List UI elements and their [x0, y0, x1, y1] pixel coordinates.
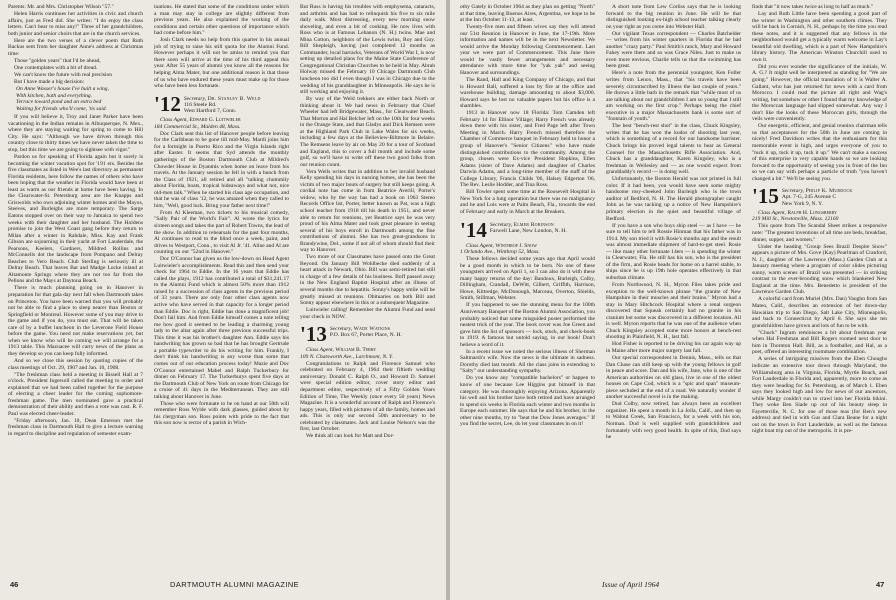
paragraph: Here's a note from the perennial youngster, Ken Fuller writes from Lenox, Mass., that "his travels have been severely circumscribed by illness the last couple of years." He throws a little barb in the remark that "while most of us are talking about our grandchildren I am so young that I still am working on the first crop." Perhaps being the chief executive in a major Massachusetts bank is some sort of "fountain of youth." — [606, 70, 741, 123]
class-agent — [300, 347, 435, 360]
secretary-name: Elmer Robinson — [513, 221, 554, 228]
class-header — [752, 186, 887, 207]
poem-line: With kitchen, bath and everything. — [16, 92, 93, 99]
secretary-label: Secretary, — [781, 188, 805, 195]
secretary-label: Secretary, — [329, 326, 353, 333]
paragraph: This quote from The Scandal Sheet strikes a responsive note: "The greatest inventions of all time are beds, breakfast, dinner, supper, and women." — [752, 223, 887, 243]
paragraph: Bill Towler spent some time at the Roosevelt Hospital in New York for a lung operation but there was no malignancy and he and Lois were at Palm Beach, Fla., towards the end of February and early in March at the Breakers. — [460, 189, 595, 215]
secretary-name: Dr. Stanley B. Weld — [207, 95, 261, 102]
paragraph: "The freshman class held a meeting in Bissell Hall at 7 o'clock. President Ingersoll called the meeting to order and explained that we had been called together for the purpose of electing a cheer leader for the coming sophomore-freshman game. The men nominated gave a practical demonstration of their ability and then a vote was cast. R. F. Paul was elected cheer-leader. — [8, 371, 143, 417]
right-column-3 — [752, 4, 887, 572]
paragraph: By way of the Weld trekkers are either back North or thinking about it. We had news in February that Chief Wheeler had left Bridgewater, Mass., for Clearwater Beach. That Morton and Hal Belcher left on the 10th for four weeks in the Orange State, and that Gladys and Dick Remsen were at the Highland Park Club in Lake Wales for six weeks, including a few days at the Belleview-Biltmore in Belaire. The Remsens leave by air on May 20 for a tour of Scotland and England, this to cover a full month and include some golf, so we'll have to write off these two good folks from our reunion count. — [300, 96, 435, 168]
agent-address: 109 N. Chatsworth Ave., Larchmont, N. Y. — [300, 353, 393, 360]
paragraph: A colorful card from Muriel (Mrs. Dan) Vaughn from San Mateo, Calif., describes an extension of her down-day Hawaiian trip to San Diego, Salt Lake City, Minneapolis, and back to Connecticut by April 8. She says she ten grandchildren have grown and lots of fun to be with. — [752, 296, 887, 329]
class-secretary — [782, 186, 853, 207]
agent-label: Class Agent, — [466, 242, 494, 249]
agent-label: Class Agent, — [758, 209, 786, 216]
paragraph: Our energetic, efficient, and genial reunion chairman tells us that acceptances for the 50th in June are coming in nicely! Fred Davidson writes that the enthusiasm for this memorable event is high, and urges everyone of you to "tuck it up, tuck it up, tuck it up." We can't make a success of this enterprise in very capable hands so we are looking forward to the opportunity of seeing you in front of the Inn so we can say with perhaps a particle of truth "you haven't changed a bit." We'll be seeing you. — [752, 123, 887, 182]
paragraph: "Chuck" Ingram reminisces a bit about freshman year when Hal Freshman and Bill Rogers roomed next door to him in Thornton Hall. Bill, as a footballer, and Hal, as a poet, offered an interesting roommate combination. — [752, 329, 887, 356]
paragraph: The best "bench-rest shot" in the class, Chuck Kingsley, writes that he has won the kudos of shooting last year, which is something of a record for our handsome barrister. Chuck brings his proved legal talents to bear as General Counsel for the Massachusetts Rifle Association. And, Chuck has a granddaughter, Karen Kingsley, who is a freshman in Wellesley and — as one would expect from granddaddy's record — is doing well. — [606, 123, 741, 176]
secretary-address: New York 9, N. Y. — [781, 200, 823, 207]
paragraph: These fellows decided some years ago that April would be a good month in which to be born. No one of these youngsters arrived on April 1, so I can also do it with these many happy returns of the day: Bandoux, Burleigh, Colby, Dillingham, Crandall, DeWitt, Gilbert, Griffith, Harrison, Howe, Kittredge, McDonough, Marceau, Overton, Shields, Smith, Stillman, Webster. — [460, 256, 595, 302]
class-year: '15 — [752, 184, 779, 209]
agent-name: William B. Terry — [335, 347, 377, 354]
agent-address: 184 Commercial St., Malden 48, Mass. — [154, 123, 241, 130]
paragraph: Two more of our Classmates have passed onto the Great Beyond. On January Bill Wohlbecke died suddenly of a heart attack in Newark, Ohio. Bill was semi-retired but still in charge of a few details of his business. Boff passed away in the New England Baptist Hospital after an illness of several months due to hepatitis. Sonny's happy smile will be greatly missed at reunions. Obituaries on both Bill and Sonny appear elsewhere in this or a subsequent Magazine. — [300, 254, 435, 307]
paragraph: othy Gately in October 1964 as they plan on getting "North" at that time, leaving Buenos Aires, Argentina, we hope to be at the Inn October 11-13, at least. — [460, 4, 595, 24]
left-page — [0, 0, 446, 600]
right-column-1 — [460, 4, 595, 572]
paragraph: Josh Clark needs no help from this quarter in his annual job of trying to raise his still quota for the Alumni Fund. However perhaps it will not be amiss to remind you that there soon will arrive at the time of his third appeal this year. After 55 years of alumni you know all the reasons for helping Alma Mater, but one additional reason is that those of us who have endured these years must make up for those who have been less fortunate. — [154, 37, 289, 90]
class-agent — [752, 210, 887, 223]
paragraph: If you will believe it, Troy and Janet Parker have been vacationing in the Indian remains in Albuquerque, N. Mex., where they are staying waiting for spring to come to Hill City. He says: "Although we have driven through this country close to thirty times we have never taken the time to stop, but this time we are going to sightsee with vigor." — [8, 114, 143, 153]
paragraph: Vera Wells writes that in addition to her invalid husband Kelly spending his days in nursing homes, she has been the victim of two major bouts of surgery but still keeps going. A cordial note has come in from Beatrice Averill, Porter's widow, who by the way has had a book on 1963 Stereo Records Office list, Porter, better known as Pat, was a high school teacher from 1918 till his death in 1951, and never able to return for reunions, yet Beatrice says he was very proud of his Alma Mater and took great pleasure in seeing several of his boys enroll in Dartmouth among the fine contributions of alumni. She has two great-grandsons in Brandywine, Del., some if not all of whom should find their way to Hanover. — [300, 168, 435, 254]
class-year: '14 — [460, 217, 487, 242]
right-page — [450, 0, 896, 600]
secretary-label: Secretary, — [183, 95, 207, 102]
poem-line: Terrace toward pond and an extra bed — [16, 99, 102, 106]
secretary-address: Farwell Lane, New London, N. H. — [489, 227, 567, 234]
right-column-2 — [606, 4, 741, 572]
poem-line: Waiting for friends who'll come, 'tis said. — [16, 105, 107, 112]
paragraph: A short note from Lew Corliss says that he is looking forward to the big reunion in June. He will be that distinguished looking ex-high school teacher talking clearly on your right as you come into Webster Hall. — [606, 4, 741, 30]
paragraph: Hod Fisher is reported to be driving his car again way up in Maine after more major surgery last fall. — [606, 341, 741, 354]
agent-name: Ralph H. Longsberry — [787, 209, 838, 216]
paragraph: Do you know any "compatible bachelors" or happen to know of one because Lee Higgins put himself in that category. He was thoroughly enjoying Arizona. Apparently his well and his brother have both retired and have arranged to spend six weeks in Florida each winter and two months in Europe each summer. He says that he and his brother, in the other nine months, try to "beat the Dow Jones averages." If you find the secret, Lee, do let your classmates in on it! — [460, 375, 595, 428]
paragraph: From Al Kleeman, two tickets to his musical comedy, "Sally Pair of the World's Fair". Al wrote the lyrics for sixteen songs and takes the part of Robert Towns, the lead of the show. In addition to rehearsals for the past four months, Al continues to read to the blind once a week, paint, and drives to Westport, Conn., to visit Al Jr. '41. Aline and Al are counting on our "52nd in Hanover." — [154, 209, 289, 256]
paragraph: Helen Harris continues her activities in civic and church affairs, just as Fred did. She writes: "I do enjoy the class letters. Can't bear to miss any!" Three of her grandchildren, both junior and senior choirs that are in the church services. — [8, 11, 143, 37]
paragraph: Doc Clark sent this list of Hanover people before leaving for the Caribbean to be gone till mid-May. Mardi joins him for a fortnight in Puerto Rico and the Virgin Islands right after Easter. It seems that Syd attends the monthly gatherings of the Boston Dartmouth Club at Mildred's Chowder House in Dyanmis when home on leave from his travels. At the January session he fell in with a bunch from the Class of 1921, all retired and all "talking chummily about Florida, boats, tropical hideaways and what not, nice old-men talk." When he started his class age occupation, and that he was of class '12, he was amazed when they called to him, "Well, good luck. Bring your father next time!" — [154, 130, 289, 209]
paragraph: finds that "it now takes twice as long to half as much." — [752, 4, 873, 10]
paragraph: Congratulations to Ralph and Florence Samuel who celebrated on February 4, 1964 their fiftieth wedding anniversary. Donald C. Ralph O., and Howard D. Samuel were special edition editor, cover story editor and department editor, respectively of a Fifty Golden Years Edition of Time, The Weekly (once every 50 years) News Magazine. It is a wonderful account of Ralph and Florence's happy years, filled with pictures of all the family, homes and ads. This is only our second 50th anniversary to be celebrated by classmates. Jack and Louise Nelson's was the first, last October. — [300, 360, 435, 433]
paragraph: One contemplates with a bit of dread. — [14, 64, 98, 71]
paragraph: Pardon us for speaking of Florida again but it surely is becoming the winter vacation spot for '191 ers. Besides the five classmates as listed in Wee's last directory as permanent Florida residents, here follow the names of others who have been hoping that the weather in Florida would have been at least as warm as our friends at home have been having. In the Clearwater-St. Petersburg area are the Knapps and Griswolds who own adjoining winter homes and the Mayos, Steeves, and Burleighs are more temporary. The Sarge Eatons stopped over on their way to Jamaica to spend two weeks with their daughter and her husband. The Holdens promise to join the West Coast gang before they return to Milan after a winter in Rahdale, Miss. Kay and Frank Gibson are sojourning in their yacht at Fort Lauderdale, the Pearsons, Keelers, Gardners, Mildred Rollins and McConnells dot the landscape from Pompano and Delray Beaches to Vero Beach. Club Sterling is seriously ill at Delray Beach. That leaves Bar and Madge Locke inland at Altamonte Springs where they are not too far from the Pellons and the Mays at Daytona Beach. — [8, 154, 143, 285]
page-number-left: 46 — [10, 580, 19, 589]
agent-label: Class Agent, — [160, 117, 188, 124]
paragraph: We think all can look for Matt and Dor- — [306, 433, 395, 440]
class-secretary — [490, 220, 567, 234]
class-secretary — [330, 324, 402, 338]
paragraph: "Friday afternoon, Jan. 10, Dean Emerson met the freshman class in Dartmouth Hall to give a lecture warning in regard to discipline and regulation of semester exam- — [8, 417, 143, 437]
paragraph: Dud Colby, now retired, has always been an excellent organizer. He spent a month in La Jolla, Calif., and then up to Walnut Creek, San Francisco, for a week with his son, Norman. Dud is well supplied with grandchildren and fortunately with very good health. In spite of this, Dud says he — [606, 401, 741, 441]
paragraph: A series of intriguing missives from the Eben Choughs indicate an extensive tour down through Maryland, the Williamsburg area in Virginia, Florida, Myrtle Beach, and Fort Lauderdale in Florida and, apparently, more to come as they were heading for St. Petersburg, as of March 1. Eben says they looked high and low for news of our ancestors, while Margy couldn't run to crawl into her Florida bikini. They woke Ben Slade up out of his beauty sleep in Fayetteville, N. C. for one of those teas (for Ben's new address) and tied in with Gus and Clara Beane for a night out on the town in Fort Lauderdale, as well as the famous night boat trip out of the metropolis. It is pre- — [752, 356, 887, 435]
class-year: '13 — [300, 322, 327, 347]
paragraph: And so we close this session by quoting copies of the class meetings of Oct. 29, 1907 and Jan. 10, 1908. — [8, 357, 143, 371]
agent-label: Class Agent, — [306, 347, 334, 354]
paragraph: From Northwood, N. H., Myron Files takes pride and exception to the well-known phrase "the granite of New Hampshire in their muscles and their brains." Myron had a stay in Mary Hitchcock Hospital where a renal surgeon discovered that Squeak certainly had no granite in his cranium but some was discovered in a different location. All is well. Myron reports that he was one of the audience when Chuck Kingsley accepted some more honors at bench-rest shooting in Plainfield, N. H., last fall. — [606, 281, 741, 341]
poem — [16, 86, 143, 112]
class-header — [300, 322, 435, 347]
poem-line: On Anne Wasser's house I've built a wing, — [16, 86, 109, 93]
paragraph: Our vigilant Texas correspondent — Charles Batchelder — writes from his winter quarters in Florida that he had another "crazy party." Paul Smith's ranch, Mary and Howard Fahey were there and so was Grace Niles. Just to make us even more envious, Charlie tells us that the swimming has been great. — [606, 30, 741, 70]
paragraph: 1913 in Hanover now 18 Florida: Tom Camden left February 14 for Ellinor Village; Harry French was already down there with his sister, and Fred Page left after Town Meeting in March. Harry French missed therefore the Chamber of Commerce banquet in February held to honor a group of Hanover's "Senior Citizens" who have made distinguished contributions to the community. Among the group, chosen were Ex-vice President Hopkins, Ellen Adams (sister of Dave Adams) and daughter of Charles Darwin Adams, and a long-time member of the staff of the College Library, Francis Childs '06, Halsey Edgerton '06, The Rev. Leslie Hodder, and Tina Ross. — [460, 110, 595, 189]
paragraph: The Rand, Hall and King Company of Chicago, and that is Howard Ball, suffered a loss by fire at the office and warehouse building, damage amounting to about $3,000. Howard says he lost no valuable papers but his office is a shambles. — [460, 77, 595, 110]
paragraph: Luitwieler calling! Remember the Alumni Fund and send your check in NOW. — [300, 307, 435, 320]
paragraph: If you happened to see the stunning menu for the 100th Anniversary Banquet of the Boston Alumni Association, you probably noticed that some misguided poster performed the neatest trick of the year. The book cover was Joe Green and gave him the list of sponsors — lock, stock, and check-book to 1919. A famous but untold saying, in our book! Don't believe a word of it. — [460, 302, 595, 348]
page-number-right: 47 — [876, 580, 885, 589]
paragraph: Those who were fortunate to be on hand at our 50th will remember Ross Wylde with dark glasses, guided about by his clergyman son. Ross points with pride to the fact that this son now is rector of a parish in Wich- — [154, 400, 289, 427]
issue-date: Issue of April 1964 — [602, 580, 660, 589]
paragraph: Lay and Ruth Little have been spending a good part of the winter in Washington and other southern climes. They will be back in Cornish, N. H., perhaps by the time you read these notes, and it is suggested that any fellows in the neighborhood would get a typically warm welcome in Lay's beautiful old dwelling, which is a part of New Hampshire's library history. The American Winston Churchill used to own it. — [752, 11, 887, 63]
agent-address: 219 Mill St., Newtonville, Mass. 12160 — [752, 216, 839, 223]
agent-name: Winthrop J. Snow — [495, 242, 537, 249]
class-agent — [154, 117, 289, 130]
class-secretary — [184, 94, 261, 115]
class-header — [154, 91, 289, 116]
paragraph: If you have a son who buys ship steel — as I have — be sure to tell him to tell Rossie Hinman that his father was in 1914. My son tried it with Rosie's months ago and the result was almost immediate shipment of hard-to-get steel. Rosie — like many other fortunate 14ers — is spending the winter in Clearwater, Fla. He still has his son, who is the president of the firm, and Rosie heads for home on a barrel stable, to ships since he is up 19th hole operates effectively in that suburban climate. — [606, 222, 741, 281]
paragraph: There is much planning going on in Hanover in preparation for that gala day next fall when Dartmouth takes on Princeton. You have been warned that you will probably not be able to find a place to sleep nearer than Boston or Springfield or Montreal. However some of you may drive to the game and if you do, you must eat. That will be taken care of by a buffet luncheon in the Leverone Field House before the game. You need not make reservations yet, but when we know who will be coming we will arrange for a 1913 table. This Mazuacee will carry news of the plans as they develop so you can keep fully informed. — [8, 285, 143, 357]
paragraph: Our special correspondent in Dennis, Mass., tells us that Dan Chase can still keep up with the young fellows in golf in peace and score. Dan and his wife, Jane, who is one of the American authorities on old glass, live in one of the oldest houses on Cape Cod, which is a "spic and span" museum-piece secluded at the end of a road. We naturally wonder if another successful novel is in the making. — [606, 354, 741, 401]
paragraph: Parents: Mr. and Mrs. Christopher Wilson "57." — [8, 4, 114, 10]
class-agent — [460, 243, 595, 256]
paragraph: In a recent issue we noted the serious illness of Sherman Saltmarsh's wife. Now the news is the ultimate in sadness. Dorothy died last month. All the class joins in extending to "Salty" our understanding sympathy. — [460, 348, 595, 375]
paragraph: Twenty-five men and fifteen wives say they will attend our 51st Reunion in Hanover in June, the 17-19th. More information and names will be in the next Newsletter. We would arrive the Monday following Commencement. Last year we were part of Commencement. This June there would be vastly fewer arrangements and necessary attendance with more time for "yak yak" and seeing Hanover and surroundings. — [460, 24, 595, 76]
paragraph: We can't know the future with real precision — [14, 71, 113, 78]
secretary-address: West Hartford 7, Conn. — [183, 108, 237, 115]
paragraph: Here are the two verses of a clever poem that Ruth Backus sent from her daughter Anne's address at Christmas time: — [8, 37, 143, 57]
paragraph: Those "golden years" that I'd be ahead, — [14, 57, 101, 64]
paragraph: Unfortunately, the Boston Herald was not printed in full color. If it had been, you would have seen some mighty handsome rosy-cheeked John Burleigh who is the town auditor of Bedford, N. H. The Herald photographer caught John as he was tacking up a notice of New Hampshire's primary election in the quiet and beautiful village of Bedford. — [606, 176, 741, 222]
class-header — [460, 217, 595, 242]
left-column-2 — [154, 4, 289, 572]
secretary-name: Philip K. Murdock — [805, 188, 853, 195]
left-column-1 — [8, 4, 143, 572]
paragraph: Doc O'Connor has given us the low-down on Head Agent Luitwieler's accomplishments. Read this and then send your check for 1964 to Eddie. In the 16 years that Eddie has called the plays, 1912 has contributed a total of $31,241.17 to the Alumni Fund which is almost 50% more than 1912 raised by a succession of class agents in the previous period of 33 years. There are only four other class agents now active who have served in that capacity for a longer period than Eddie. Doc is right, Eddie has done a magnificent job! Don't fail him. And from Eddie himself comes a note telling me how good it seemed to be leading a charming young lady to the altar again after three previous successful trips. This time it was his brother's daughter Ann. Eddie says his handwriting has grown so bad that he has brought Gertrude a portable typewriter to do his writing for him. Frankly, I don't think his handwriting is any worse than some that comes out of our education process today! Mazie and Doc O'Connor entertained Mabel and Ralph Tuckerbury for dinner on February 17. The Tuckerburys spent five days at the Dartmouth Club of New York on route from Chicago for a cruise of 41 days in the Mediterranean. They are still talking about Hanover in June. — [154, 256, 289, 400]
secretary-label: Secretary, — [489, 221, 513, 228]
paragraph: But Russ is having his troubles with emphysema, cataracts, and arthritis and has had to relinquish his five to six mile daily walk. Most distressing, every new morning snow shoveling, and even a bit of cooking. He now lives with Ross who is at Famous Lebanon (N. H.) twins. Mae and Mina Cotton, neighbors of the Lewis twins, Roy and Guy. Bill Shepleigh, having just completed 12 months as Commander, local barracks, Veterans of World War I, is now setting up detailed plans for the Maine State Conference of Congregational Christian Churches to be held in May. Abrah Holway missed the February 10 Chicago Dartmouth Club luncheon too did I even though I was in Chicago due to the wedding of his granddaughter in Minneapolis. He says he is still working and enjoying it. — [300, 4, 435, 96]
paragraph: But I have made a big decision: — [14, 79, 85, 86]
masthead: DARTMOUTH ALUMNI MAGAZINE — [170, 580, 300, 589]
left-column-3 — [300, 4, 435, 572]
secretary-address: 116 Steele Rd. — [183, 101, 217, 108]
secretary-address: Apt. 7-G, 245 Avenue C — [781, 194, 837, 201]
agent-name: Edward G. Luitwieler — [189, 117, 241, 124]
secretary-address: P.O. Box 67, Porter Place, N. H. — [329, 332, 402, 339]
paragraph: Did you ever wonder the significance of the initials, W. A. G.? It might well be interpreted as standing for "We are going." However, the official translation of it is Walter A. Gallant, who has just returned for news with a card from Morocco. I could read the picture all right and Wag's writing, but somehow or other I found that my knowledge of the Moroccan language had slipped somewhat. Any way I don't like the looks of these Moroccan girls, through the veils were conveniently. — [752, 63, 887, 123]
secretary-name: Wade Watkins — [353, 326, 391, 333]
class-year: '12 — [154, 91, 181, 116]
agent-address: 1 Orlando Ave., Winthrop 52, Mass. — [460, 249, 540, 256]
paragraph: Under the heading "Group Sees Brazil Despite Snow" appears a picture of Mrs. Gove (Kay) Pearlman of Cranford, N. J., daughter of the Lawrence (Mass.) Garden Club at a January meeting where a program of color slides picturing sunny, warm scenes of Brazil was presented — in striking contrast to the ever-brooding snow which blanketed New England at the time. Mrs. Benedetto is president of the Lawrence Garden Club. — [752, 243, 887, 296]
paragraph: inations. He stated that some of the conditions under which a man may stay in college are slightly different from previous years. He also explained the working of the conditions and certain other questions of importance which had come before him." — [154, 4, 289, 37]
